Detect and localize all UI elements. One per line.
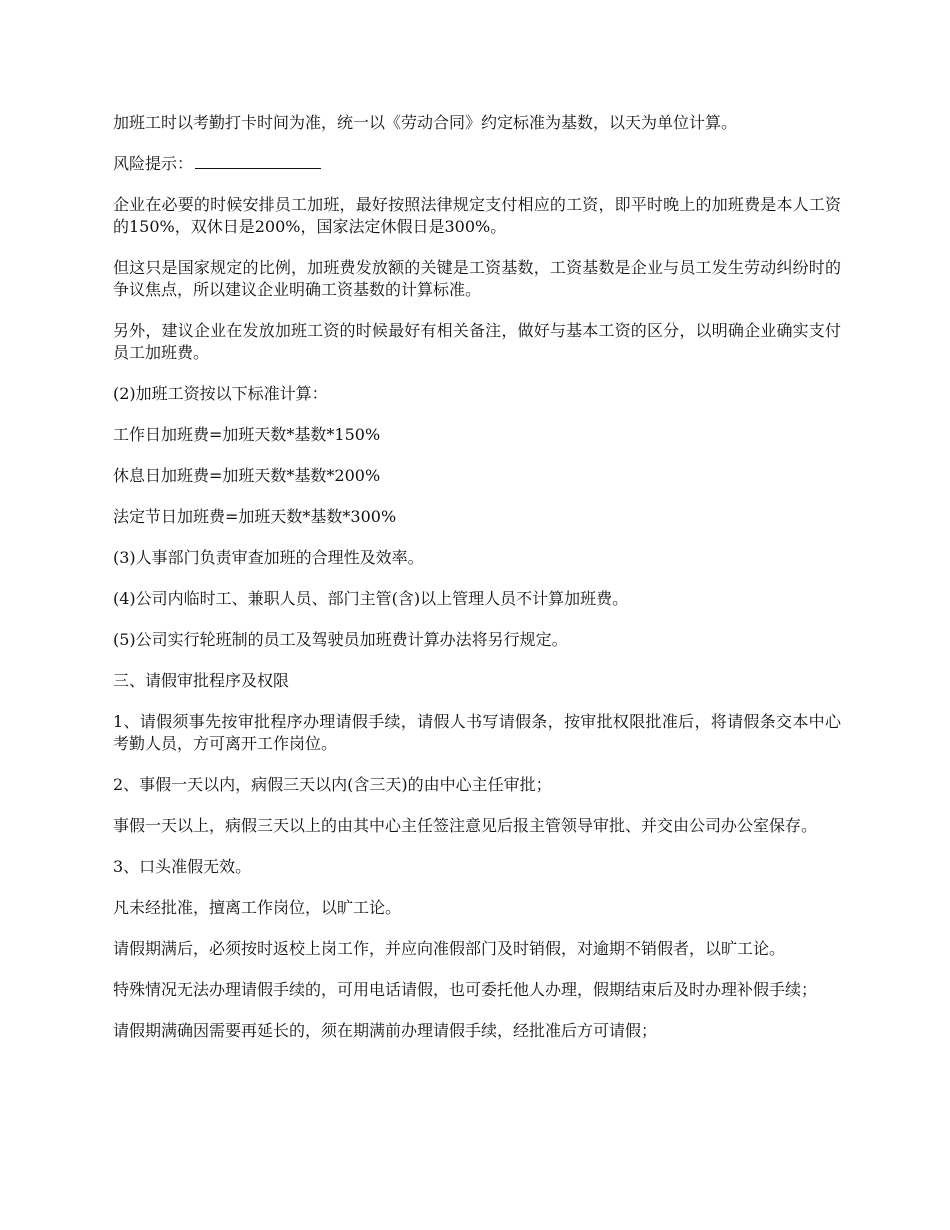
- paragraph-shift-rules: (5)公司实行轮班制的员工及驾驶员加班费计算办法将另行规定。: [113, 630, 568, 649]
- paragraph-leave-extension: 请假期满确因需要再延长的，须在期满前办理请假手续，经批准后方可请假；: [113, 1021, 658, 1040]
- paragraph-special-cases: 特殊情况无法办理请假手续的，可用电话请假，也可委托他人办理，假期结束后及时办理补假手续；: [113, 980, 818, 999]
- paragraph-hr-review: (3)人事部门负责审查加班的合理性及效率。: [113, 548, 424, 567]
- paragraph-long-leave-approval: 事假一天以上，病假三天以上的由其中心主任签注意见后报主管领导审批、并交由公司办公室保存。: [113, 816, 818, 835]
- paragraph-leave-procedure: 1、请假须事先按审批程序办理请假手续，请假人书写请假条，按审批权限批准后，将请假条交本中心考勤人员，方可离开工作岗位。: [113, 712, 841, 753]
- paragraph-absenteeism: 凡未经批准，擅离工作岗位，以旷工论。: [113, 898, 402, 917]
- paragraph-short-leave-approval: 2、事假一天以内，病假三天以内(含三天)的由中心主任审批；: [113, 775, 552, 794]
- paragraph-excluded-staff: (4)公司内临时工、兼职人员、部门主管(含)以上管理人员不计算加班费。: [113, 589, 629, 608]
- paragraph-remarks: 另外，建议企业在发放加班工资的时候最好有相关备注，做好与基本工资的区分，以明确企业确实支付员工加班费。: [113, 321, 841, 362]
- formula-holiday: 法定节日加班费=加班天数*基数*300%: [113, 507, 397, 526]
- paragraph-overtime-basis: 加班工时以考勤打卡时间为准，统一以《劳动合同》约定标准为基数，以天为单位计算。: [113, 113, 738, 132]
- paragraph-calc-standard: (2)加班工资按以下标准计算：: [113, 384, 328, 403]
- paragraph-wage-base: 但这只是国家规定的比例，加班费发放额的关键是工资基数，工资基数是企业与员工发生劳动纠纷时的争议焦点，所以建议企业明确工资基数的计算标准。: [113, 258, 841, 299]
- document-body: [113, 112, 841, 1061]
- formula-workday: 工作日加班费=加班天数*基数*150%: [113, 425, 381, 444]
- risk-warning-blank: [195, 153, 321, 169]
- paragraph-overtime-rates: 企业在必要的时候安排员工加班，最好按照法律规定支付相应的工资，即平时晚上的加班费是本人工资的150%，双休日是200%，国家法定休假日是300%。: [113, 195, 841, 236]
- risk-warning-line: [113, 153, 841, 175]
- paragraph-verbal-leave: 3、口头准假无效。: [113, 857, 252, 876]
- formula-restday: 休息日加班费=加班天数*基数*200%: [113, 466, 381, 485]
- risk-warning-label: 风险提示：: [113, 154, 194, 173]
- paragraph-leave-return: 请假期满后，必须按时返校上岗工作，并应向准假部门及时销假，对逾期不销假者，以旷工论。: [113, 939, 786, 958]
- section-heading-leave: 三、请假审批程序及权限: [113, 671, 290, 690]
